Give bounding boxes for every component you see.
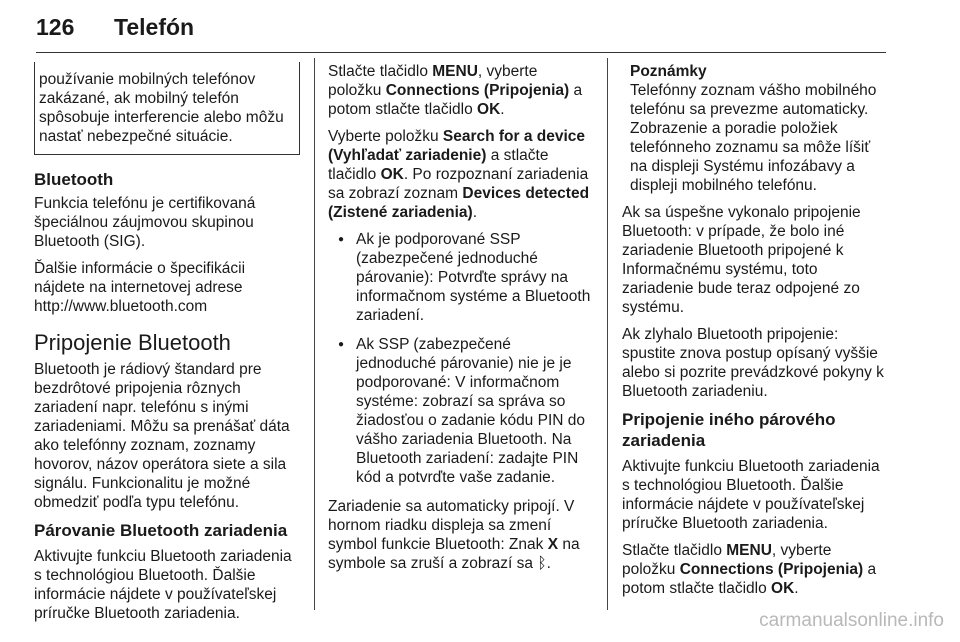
connections-item: Connections (Pripojenia) bbox=[679, 561, 864, 578]
bluetooth-icon: ᛒ bbox=[537, 555, 547, 572]
column-1 bbox=[34, 62, 300, 631]
x-mark: X bbox=[547, 536, 559, 553]
paragraph: Ďalšie informácie o špecifikácii nájdete na internetovej adrese http://www.bluetooth.com bbox=[34, 260, 246, 315]
note-body: Telefónny zoznam vášho mobilného telefónu sa prevezme automaticky. Zobrazenie a poradie položiek telefónneho zoznamu sa môže líšiť na displeji Systému infozábavy a displeji mobilného telefónu. bbox=[630, 82, 877, 194]
note-title: Poznámky bbox=[630, 63, 707, 80]
devices-detected-item: Devices detected (Zistené zariadenia) bbox=[328, 185, 590, 221]
ok-key: OK bbox=[380, 166, 404, 183]
paragraph: Aktivujte funkciu Bluetooth zariadenia s technológiou Bluetooth. Ďalšie informácie nájdete v používateľskej príručke Bluetooth zariadenia. bbox=[622, 458, 880, 532]
list-item: ● Ak SSP (zabezpečené jednoduché párovanie) nie je je podporované: V informačnom systéme: zobrazí sa správa so žiadosťou o zadanie kódu PIN do vášho zariadenia Bluetooth. Na Bluetooth zariadení: zadajte PIN kód a potvrďte vaše zadanie. bbox=[328, 335, 594, 487]
heading-bluetooth: Bluetooth bbox=[34, 170, 114, 189]
column-3 bbox=[622, 62, 888, 606]
paragraph: Stlačte tlačidlo MENU, vyberte položku Connections (Pripojenia) a potom stlačte tlačidlo OK. bbox=[622, 542, 877, 597]
paragraph: Bluetooth je rádiový štandard pre bezdrôtové pripojenia rôznych zariadení napr. telefónu s inými zariadeniami. Môžu sa prenášať dáta ako telefónny zoznam, zoznamy hovorov, názov operátora siete a sila signálu. Funkcionalitu je možné obmedziť podľa typu telefónu. bbox=[34, 361, 290, 511]
watermark: carmanualsonline.info bbox=[759, 610, 944, 631]
warning-box: používanie mobilných telefónov zakázané, ak mobilný telefón spôsobuje interferencie alebo môžu nastať nebezpečné situácie. bbox=[34, 62, 300, 155]
page-number: 126 bbox=[36, 14, 75, 40]
connections-item: Connections (Pripojenia) bbox=[385, 82, 570, 99]
note-block bbox=[622, 62, 888, 195]
page-header bbox=[36, 6, 886, 53]
ok-key: OK bbox=[771, 580, 795, 597]
heading-pripojenie-bluetooth: Pripojenie Bluetooth bbox=[34, 330, 231, 355]
column-2 bbox=[328, 62, 594, 581]
ok-key: OK bbox=[477, 101, 501, 118]
paragraph: Stlačte tlačidlo MENU, vyberte položku Connections (Pripojenia) a potom stlačte tlačidlo OK. bbox=[328, 63, 583, 118]
paragraph: Funkcia telefónu je certifikovaná špeciálnou záujmovou skupinou Bluetooth (SIG). bbox=[34, 195, 256, 250]
chapter-title: Telefón bbox=[114, 14, 195, 40]
search-device-item: Search for a device (Vyhľadať zariadenie) bbox=[328, 128, 586, 164]
heading-parovanie: Párovanie Bluetooth zariadenia bbox=[34, 521, 288, 540]
column-divider-1 bbox=[314, 58, 315, 610]
menu-key: MENU bbox=[726, 542, 772, 559]
paragraph: Vyberte položku Search for a device (Vyhľadať zariadenie) a stlačte tlačidlo OK. Po rozpoznaní zariadenia sa zobrazí zoznam Devices detected (Zistené zariadenia). bbox=[328, 128, 590, 221]
list-item: ● Ak je podporované SSP (zabezpečené jednoduché párovanie): Potvrďte správy na informačnom systéme a Bluetooth zariadení. bbox=[328, 230, 594, 325]
column-divider-2 bbox=[607, 58, 608, 610]
paragraph: Zariadenie sa automaticky pripojí. V hornom riadku displeja sa zmení symbol funkcie Bluetooth: Znak X na symbole sa zruší a zobrazí sa ᛒ. bbox=[328, 498, 580, 572]
paragraph: Ak sa úspešne vykonalo pripojenie Bluetooth: v prípade, že bolo iné zariadenie Bluetooth pripojené k Informačnému systému, toto zariadenie bude teraz odpojené zo systému. bbox=[622, 204, 861, 316]
paragraph: Aktivujte funkciu Bluetooth zariadenia s technológiou Bluetooth. Ďalšie informácie nájdete v používateľskej príručke Bluetooth zariadenia. bbox=[34, 548, 292, 622]
heading-pripojenie-ineho: Pripojenie iného párového zariadenia bbox=[622, 410, 836, 450]
menu-key: MENU bbox=[432, 63, 478, 80]
paragraph: Ak zlyhalo Bluetooth pripojenie: spustite znova postup opísaný vyššie alebo si pozrite prevádzkové pokyny k Bluetooth zariadeniu. bbox=[622, 326, 884, 400]
